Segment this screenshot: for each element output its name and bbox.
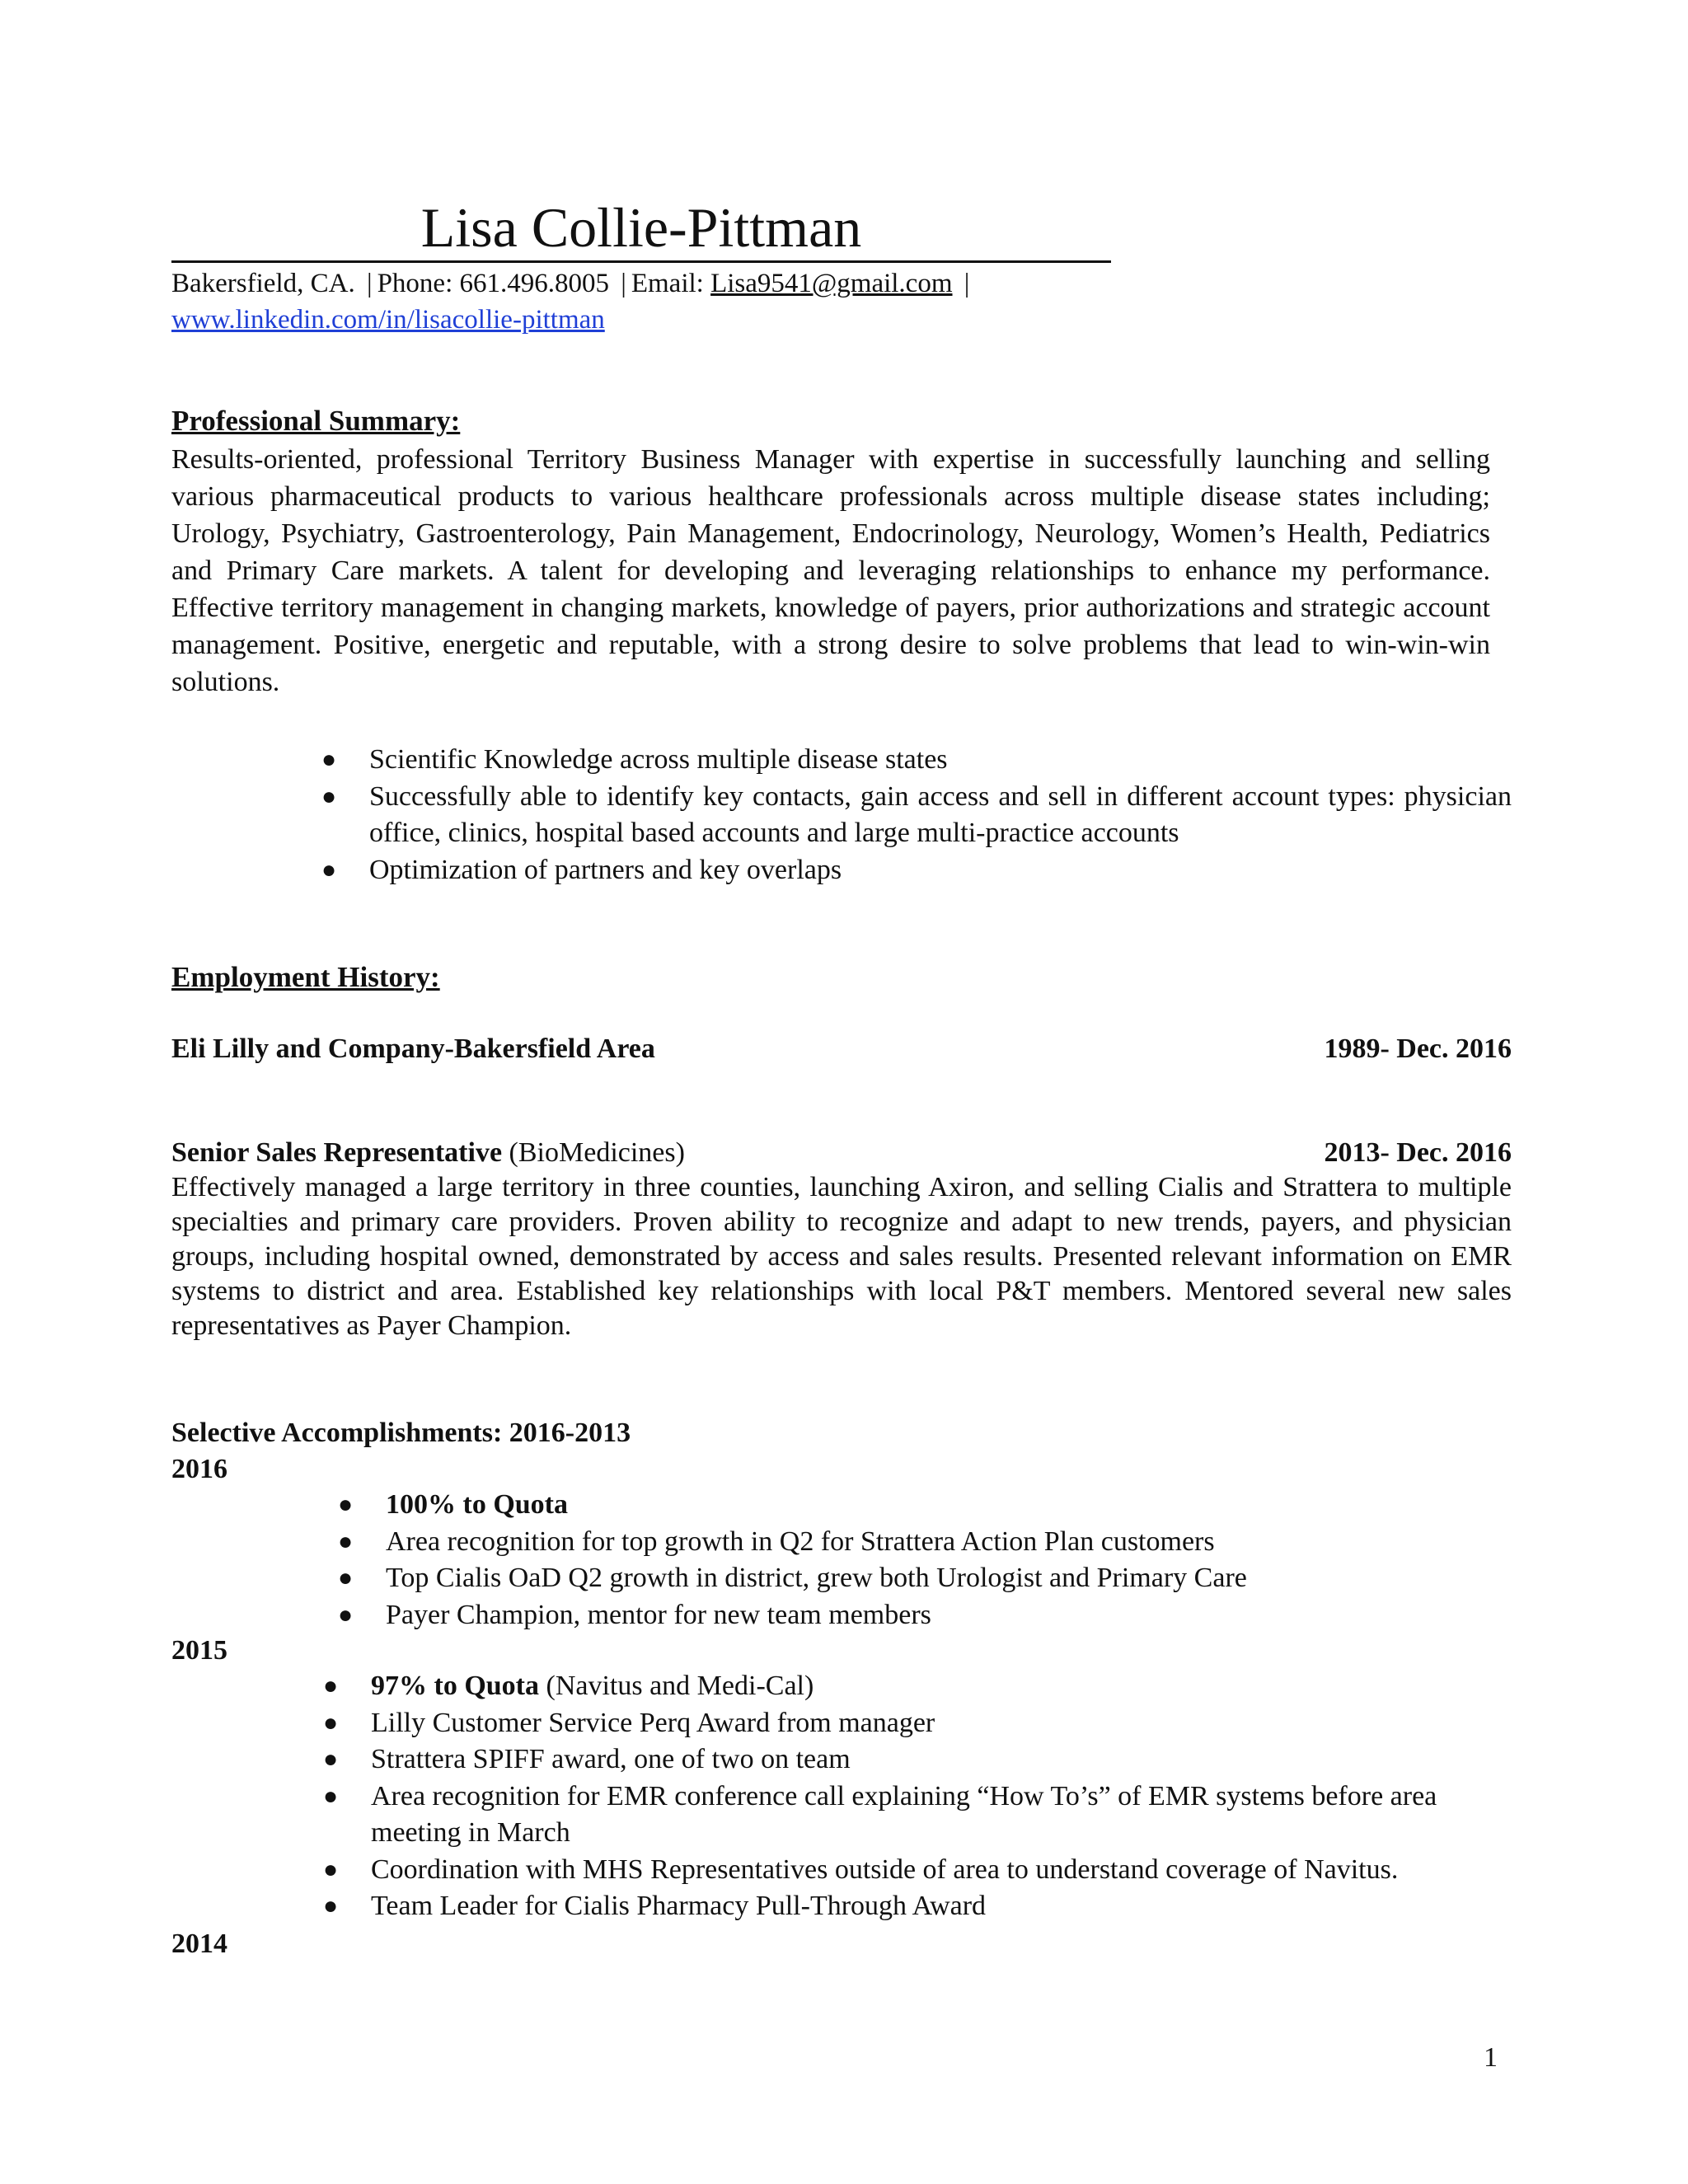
list-item	[323, 1779, 1475, 1852]
accomplishment-text: Coordination with MHS Representatives outside of area to understand coverage of Navitus.	[371, 1854, 1399, 1885]
employment-heading: Employment History:	[171, 961, 440, 993]
bullet-text: Scientific Knowledge across multiple disease states	[369, 744, 948, 775]
accomplishment-text: Top Cialis OaD Q2 growth in district, grew both Urologist and Primary Care	[386, 1563, 1247, 1593]
list-item	[323, 1705, 1512, 1742]
summary-heading: Professional Summary:	[171, 405, 461, 437]
contact-separator: |	[621, 269, 626, 298]
bullet-icon: ●	[338, 1564, 354, 1591]
accomplishment-text: Strattera SPIFF award, one of two on team	[371, 1744, 851, 1774]
email-link[interactable]: Lisa9541@gmail.com	[710, 269, 953, 298]
bullet-icon: ●	[338, 1527, 354, 1555]
role-title: Senior Sales Representative	[171, 1137, 503, 1168]
accomplishment-text: Area recognition for top growth in Q2 for Strattera Action Plan customers	[386, 1526, 1215, 1557]
accomplishment-text: Area recognition for EMR conference call explaining “How To’s” of EMR systems before area meeting in March	[371, 1780, 1437, 1848]
bullet-icon: ●	[323, 1708, 339, 1736]
accomplishment-highlight: 97% to Quota	[371, 1671, 539, 1701]
summary-paragraph: Results-oriented, professional Territory Business Manager with expertise in successfully launching and selling various pharmaceutical products to various healthcare professionals across multiple disease states including; Urology, Psychiatry, Gastroenterology, Pain Management, Endocrinology, Neurology, Women’s Health, Pediatrics and Primary Care markets. A talent for developing and leveraging relationships to enhance my performance. Effective territory management in changing markets, knowledge of payers, prior authorizations and strategic account management. Positive, energetic and reputable, with a strong desire to solve problems that lead to win-win-win solutions.	[171, 444, 1490, 697]
year-label-2014: 2014	[171, 1929, 227, 1959]
bullet-icon: ●	[323, 1892, 339, 1919]
role-dates: 2013- Dec. 2016	[1324, 1137, 1512, 1168]
candidate-name: Lisa Collie-Pittman	[420, 196, 862, 259]
list-item	[323, 1741, 1512, 1779]
bullet-text: Optimization of partners and key overlaps	[369, 854, 842, 885]
summary-bullet-list	[321, 742, 1512, 888]
phone-label: Phone:	[377, 269, 453, 298]
phone-number: 661.496.8005	[459, 269, 609, 298]
accomplishments-heading: Selective Accomplishments: 2016-2013	[171, 1418, 631, 1448]
email-label: Email:	[631, 269, 704, 298]
list-item	[338, 1524, 1512, 1561]
list-item	[321, 852, 1512, 889]
company-dates: 1989- Dec. 2016	[1324, 1033, 1512, 1064]
bullet-icon: ●	[338, 1601, 354, 1629]
list-item	[338, 1560, 1512, 1597]
list-item	[338, 1487, 1512, 1524]
accomplishment-text: Payer Champion, mentor for new team members	[386, 1599, 931, 1630]
role-row	[171, 1134, 1512, 1171]
bullet-icon: ●	[323, 1746, 339, 1773]
linkedin-link[interactable]: www.linkedin.com/in/lisacollie-pittman	[171, 305, 605, 335]
year-label-2016: 2016	[171, 1454, 227, 1484]
contact-line	[171, 265, 974, 302]
accomplishments-2016-list	[338, 1487, 1512, 1633]
bullet-icon: ●	[323, 1855, 339, 1883]
accomplishment-highlight: 100% to Quota	[386, 1489, 568, 1520]
contact-separator: |	[366, 269, 373, 298]
bullet-icon: ●	[321, 746, 337, 773]
name-header-rule	[171, 194, 1111, 263]
bullet-icon: ●	[321, 855, 337, 883]
accomplishment-text: Lilly Customer Service Perq Award from manager	[371, 1707, 935, 1738]
bullet-icon: ●	[338, 1491, 354, 1518]
list-item	[338, 1597, 1512, 1634]
company-row	[171, 1030, 1512, 1067]
bullet-icon: ●	[321, 782, 337, 810]
contact-separator: |	[964, 269, 970, 298]
list-item	[321, 779, 1512, 852]
accomplishments-2015-list	[323, 1668, 1512, 1925]
page-number: 1	[1484, 2042, 1498, 2073]
location: Bakersfield, CA.	[171, 269, 355, 298]
accomplishment-text: (Navitus and Medi-Cal)	[539, 1671, 814, 1701]
company-name: Eli Lilly and Company-Bakersfield Area	[171, 1033, 655, 1064]
list-item	[323, 1888, 1512, 1925]
role-division: (BioMedicines)	[509, 1137, 685, 1168]
list-item	[323, 1852, 1512, 1889]
year-label-2015: 2015	[171, 1635, 227, 1666]
bullet-text: Successfully able to identify key contacts, gain access and sell in different account types: physician office, clinics, hospital based accounts and large multi-practice accounts	[369, 780, 1512, 848]
list-item	[321, 742, 1512, 779]
bullet-icon: ●	[323, 1782, 339, 1810]
accomplishment-text: Team Leader for Cialis Pharmacy Pull-Through Award	[371, 1891, 987, 1921]
bullet-icon: ●	[323, 1672, 339, 1699]
list-item	[323, 1668, 1512, 1705]
role-description: Effectively managed a large territory in three counties, launching Axiron, and selling Cialis and Strattera to multiple specialties and primary care providers. Proven ability to recognize and adapt to new trends, payers, and physician groups, including hospital owned, demonstrated by access and sales results. Presented relevant information on EMR systems to district and area. Established key relationships with local P&T members. Mentored several new sales representatives as Payer Champion.	[171, 1172, 1512, 1341]
